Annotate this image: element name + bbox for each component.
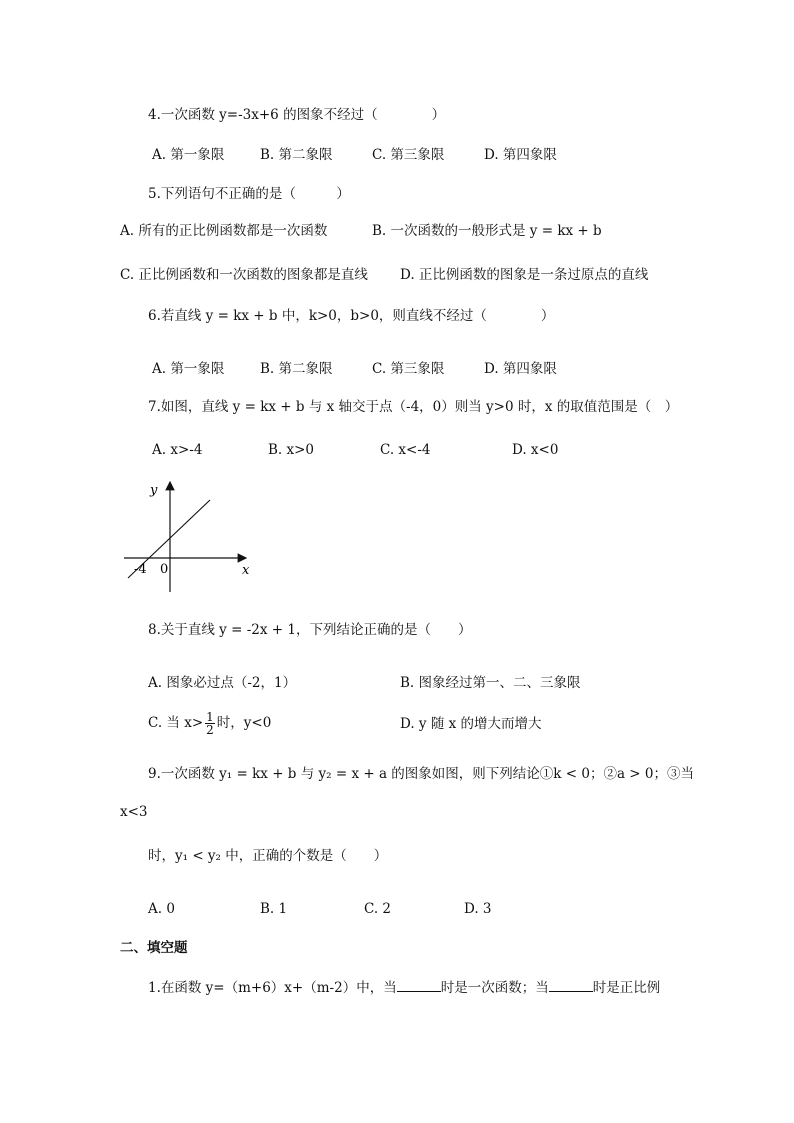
- q5-option-b: B. 一次函数的一般形式是 y = kx + b: [372, 223, 602, 239]
- q7-option-d: D. x<0: [512, 442, 559, 458]
- fraction-one-half: [205, 711, 215, 736]
- question-4-stem: 4.一次函数 y=-3x+6 的图象不经过（ ）: [148, 107, 446, 123]
- q9-option-c: C. 2: [364, 901, 392, 917]
- q9-option-d: D. 3: [464, 901, 492, 917]
- q8-option-b: B. 图象经过第一、二、三象限: [400, 675, 581, 691]
- q4-option-c: C. 第三象限: [372, 147, 445, 163]
- q7-graph: [118, 474, 258, 598]
- f1-part1: 1.在函数 y=（m+6）x+（m-2）中，当: [148, 980, 397, 996]
- origin-label: 0: [160, 562, 169, 577]
- q6-option-c: C. 第三象限: [372, 361, 445, 377]
- q7-option-a: A. x>-4: [152, 442, 203, 458]
- answer-blank-1[interactable]: [397, 978, 441, 992]
- q5-option-d: D. 正比例函数的图象是一条过原点的直线: [400, 267, 649, 283]
- section-heading-fill-in: 二、填空题: [120, 940, 188, 956]
- q7-option-c: C. x<-4: [380, 442, 431, 458]
- question-7-stem: 7.如图，直线 y = kx + b 与 x 轴交于点（-4，0）则当 y>0 时，x 的取值范围是（ ）: [148, 399, 679, 415]
- q8-c-prefix: C. 当 x>: [148, 715, 204, 731]
- q4-option-d: D. 第四象限: [484, 147, 557, 163]
- fraction-denominator: 2: [206, 723, 214, 737]
- question-8-stem: 8.关于直线 y = -2x + 1，下列结论正确的是（ ）: [148, 622, 472, 638]
- question-9-continuation: x<3: [120, 804, 148, 820]
- q6-option-a: A. 第一象限: [152, 361, 225, 377]
- q8-option-c: [148, 711, 271, 736]
- q5-option-c: C. 正比例函数和一次函数的图象都是直线: [120, 267, 368, 283]
- f1-part2: 时是一次函数；当: [440, 980, 549, 996]
- q5-option-a: A. 所有的正比例函数都是一次函数: [120, 223, 328, 239]
- y-axis-label: y: [150, 483, 158, 498]
- tick-neg4: -4: [134, 562, 147, 577]
- q8-option-d: D. y 随 x 的增大而增大: [400, 716, 542, 732]
- q9-option-a: A. 0: [148, 901, 175, 917]
- question-5-stem: 5.下列语句不正确的是（ ）: [148, 186, 350, 202]
- question-9-stem: 9.一次函数 y₁ = kx + b 与 y₂ = x + a 的图象如图，则下列结论①k < 0；②a > 0；③当: [148, 766, 694, 782]
- q7-option-b: B. x>0: [268, 442, 315, 458]
- question-6-stem: 6.若直线 y = kx + b 中，k>0，b>0，则直线不经过（ ）: [148, 308, 555, 324]
- q6-option-b: B. 第二象限: [260, 361, 333, 377]
- q4-option-a: A. 第一象限: [152, 147, 225, 163]
- fill-question-1: [148, 978, 660, 997]
- x-axis-label: x: [242, 563, 250, 578]
- question-9-stem-2: 时，y₁ < y₂ 中，正确的个数是（ ）: [148, 848, 388, 864]
- q6-option-d: D. 第四象限: [484, 361, 557, 377]
- q4-option-b: B. 第二象限: [260, 147, 333, 163]
- q8-c-suffix: 时，y<0: [216, 715, 272, 731]
- fraction-numerator: 1: [206, 710, 214, 724]
- f1-part3: 时是正比例: [592, 980, 661, 996]
- q8-option-a: A. 图象必过点（-2，1）: [148, 675, 297, 691]
- q9-option-b: B. 1: [260, 901, 288, 917]
- answer-blank-2[interactable]: [549, 978, 593, 992]
